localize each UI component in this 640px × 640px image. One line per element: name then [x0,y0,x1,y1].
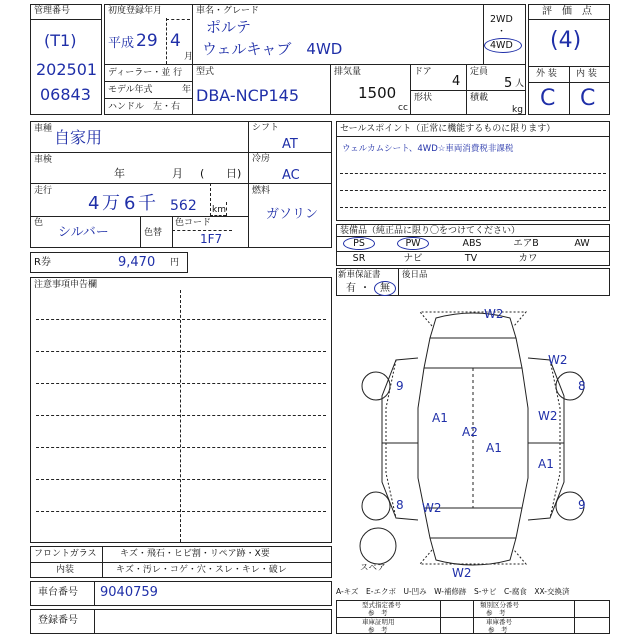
score-label: 評 価 点 [542,6,592,17]
first-reg-month: 4 [170,31,181,51]
notes-box [30,277,332,543]
mileage-sen-unit: 千 [138,193,156,214]
damage-8-upper-right: 8 [578,379,586,393]
ref-d-sub: 参 考 [488,626,508,634]
car-name: ポルテ [206,18,252,36]
ref-c-title: 車庫証明用 [362,618,395,626]
ref-b-title: 類別区分番号 [480,601,519,609]
fuel-value: ガソリン [266,207,319,222]
damage-w2-top: W2 [484,307,504,321]
score-value: (4) [550,28,582,53]
sales-label: セールスポイント（正常に機能するものに限ります） [340,124,556,134]
warranty-yes: 有 [346,283,356,294]
capacity-value: 5 [504,76,513,91]
ref-c-sub: 参 考 [368,626,388,634]
recycle-value: 9,470 [118,255,156,270]
inspection-open-paren: ( [200,167,205,180]
model-value: DBA-NCP145 [196,86,299,105]
inspection-label: 車検 [34,155,53,165]
mgmt-line2: 202501 [36,60,98,79]
recycle-unit: 円 [170,258,180,268]
warranty-no-circle [374,281,396,296]
displacement-unit: cc [398,103,408,113]
score-int: C [580,86,596,111]
equip-ps: PS [353,238,365,249]
inspection-year-unit: 年 [114,167,125,180]
car-name-label: 車名・グレード [196,6,260,16]
handle-label: ハンドル 左・右 [108,102,181,112]
inspection-month-unit: 月 [172,167,183,180]
mileage-unit: km [212,205,226,215]
score-ext: C [540,86,556,111]
paint-label: 色替 [144,228,163,238]
first-reg-era: 平成 [108,36,135,51]
equip-label: 装備品（純正品に限り〇をつけてください） [340,226,521,236]
damage-8-lower-left: 8 [396,498,404,512]
inspection-day-unit: 日) [226,167,242,180]
model-label: 型式 [196,67,215,77]
equip-sr: SR [352,253,366,264]
mileage-man: 4 [88,193,100,214]
mgmt-line1: (T1) [44,31,77,50]
recycle-label: R券 [34,257,51,268]
load-unit: kg [512,105,523,115]
mileage-man-unit: 万 [102,193,120,214]
damage-w2-right: W2 [538,409,558,423]
drive-2wd: 2WD [490,14,513,25]
damage-w2-bottom: W2 [452,566,472,580]
fuel-label: 燃料 [252,186,271,196]
notes-label: 注意事項申告欄 [34,280,98,290]
car-grade: ウェルキャブ 4WD [202,40,343,58]
damage-legend: A-キズ E-エクボ U-凹み W-補修跡 S-サビ C-腐食 XX-交換済 [336,587,570,596]
damage-9-upper-left: 9 [396,379,404,393]
sales-text: ウェルカムシート、4WD☆車両消費税非課税 [342,144,514,154]
drive-dot: ・ [497,27,507,37]
drive-4wd: 4WD [490,40,513,51]
chassis-label: 車台番号 [38,587,78,598]
damage-a1-center: A1 [486,441,502,455]
ac-value: AC [282,168,300,183]
load-label: 積載 [470,93,489,103]
dealer-label: ディーラー・並 行 [108,68,183,78]
warranty-no: 無 [380,283,390,294]
warranty-sep: ・ [360,283,370,294]
ac-label: 冷房 [252,154,271,164]
equip-leather: カワ [518,253,538,264]
equip-pw: PW [405,238,421,249]
shift-label: シフト [252,123,280,133]
model-year-label: モデル年式 [108,85,153,95]
ref-a-title: 型式指定番号 [362,601,401,609]
front-glass-label: フロントガラス [34,549,97,559]
logbook-label: 後日品 [402,270,428,280]
capacity-label: 定員 [470,67,489,77]
color-code-label: 色コード [175,218,212,228]
damage-a1-left: A1 [432,411,448,425]
mileage-label: 走行 [34,186,53,196]
mgmt-label: 管理番号 [34,6,71,16]
ref-d-title: 車庫番号 [486,618,512,626]
reg-label: 登録番号 [38,615,78,626]
shift-value: AT [282,137,298,152]
displacement-label: 排気量 [334,67,362,77]
first-reg-month-unit: 月 [184,52,194,62]
first-reg-year: 29 [136,31,158,51]
displacement-value: 1500 [358,84,397,102]
color-value: シルバー [58,225,109,240]
doors-value: 4 [452,74,461,89]
capacity-unit: 人 [515,79,525,89]
damage-9-lower-right: 9 [578,498,586,512]
color-label: 色 [34,218,44,228]
interior-label: 内装 [56,565,75,575]
color-code: 1F7 [200,232,223,246]
equip-abs: ABS [462,238,482,249]
kind-label: 車種 [34,124,53,134]
chassis-value: 9040759 [100,585,158,600]
ref-b-sub: 参 考 [486,609,506,617]
equip-ps-circle [343,237,375,250]
model-year-unit: 年 [182,85,192,95]
equip-pw-circle [397,237,429,250]
spare-label: スペア [360,563,386,573]
recycle-box [30,252,188,273]
equip-tv: TV [464,253,478,264]
mileage-rest: 562 [170,198,197,214]
first-reg-label: 初度登録年月 [108,6,163,16]
score-ext-label: 外 装 [536,69,557,79]
damage-w2-lower-left: W2 [422,501,442,515]
interior-text: キズ・汚レ・コゲ・穴・スレ・キレ・破レ [116,565,287,575]
score-int-label: 内 装 [576,69,597,79]
mgmt-line3: 06843 [40,85,91,104]
kind-value: 自家用 [54,128,103,147]
mileage-sen: 6 [124,193,136,214]
damage-w2-upper-right: W2 [548,353,568,367]
doors-label: ドア [414,67,432,77]
ref-a-sub: 参 考 [368,609,388,617]
warranty-label: 新車保証書 [338,270,381,280]
car-diagram [336,298,610,584]
shape-label: 形状 [414,93,433,103]
equip-airbag: エアB [513,238,539,249]
equip-aw: AW [574,238,590,249]
damage-a1-right: A1 [538,457,554,471]
front-glass-text: キズ・飛石・ヒビ割・リペア跡・X要 [120,549,270,559]
damage-a2-center: A2 [462,425,478,439]
equip-navi: ナビ [403,253,423,264]
